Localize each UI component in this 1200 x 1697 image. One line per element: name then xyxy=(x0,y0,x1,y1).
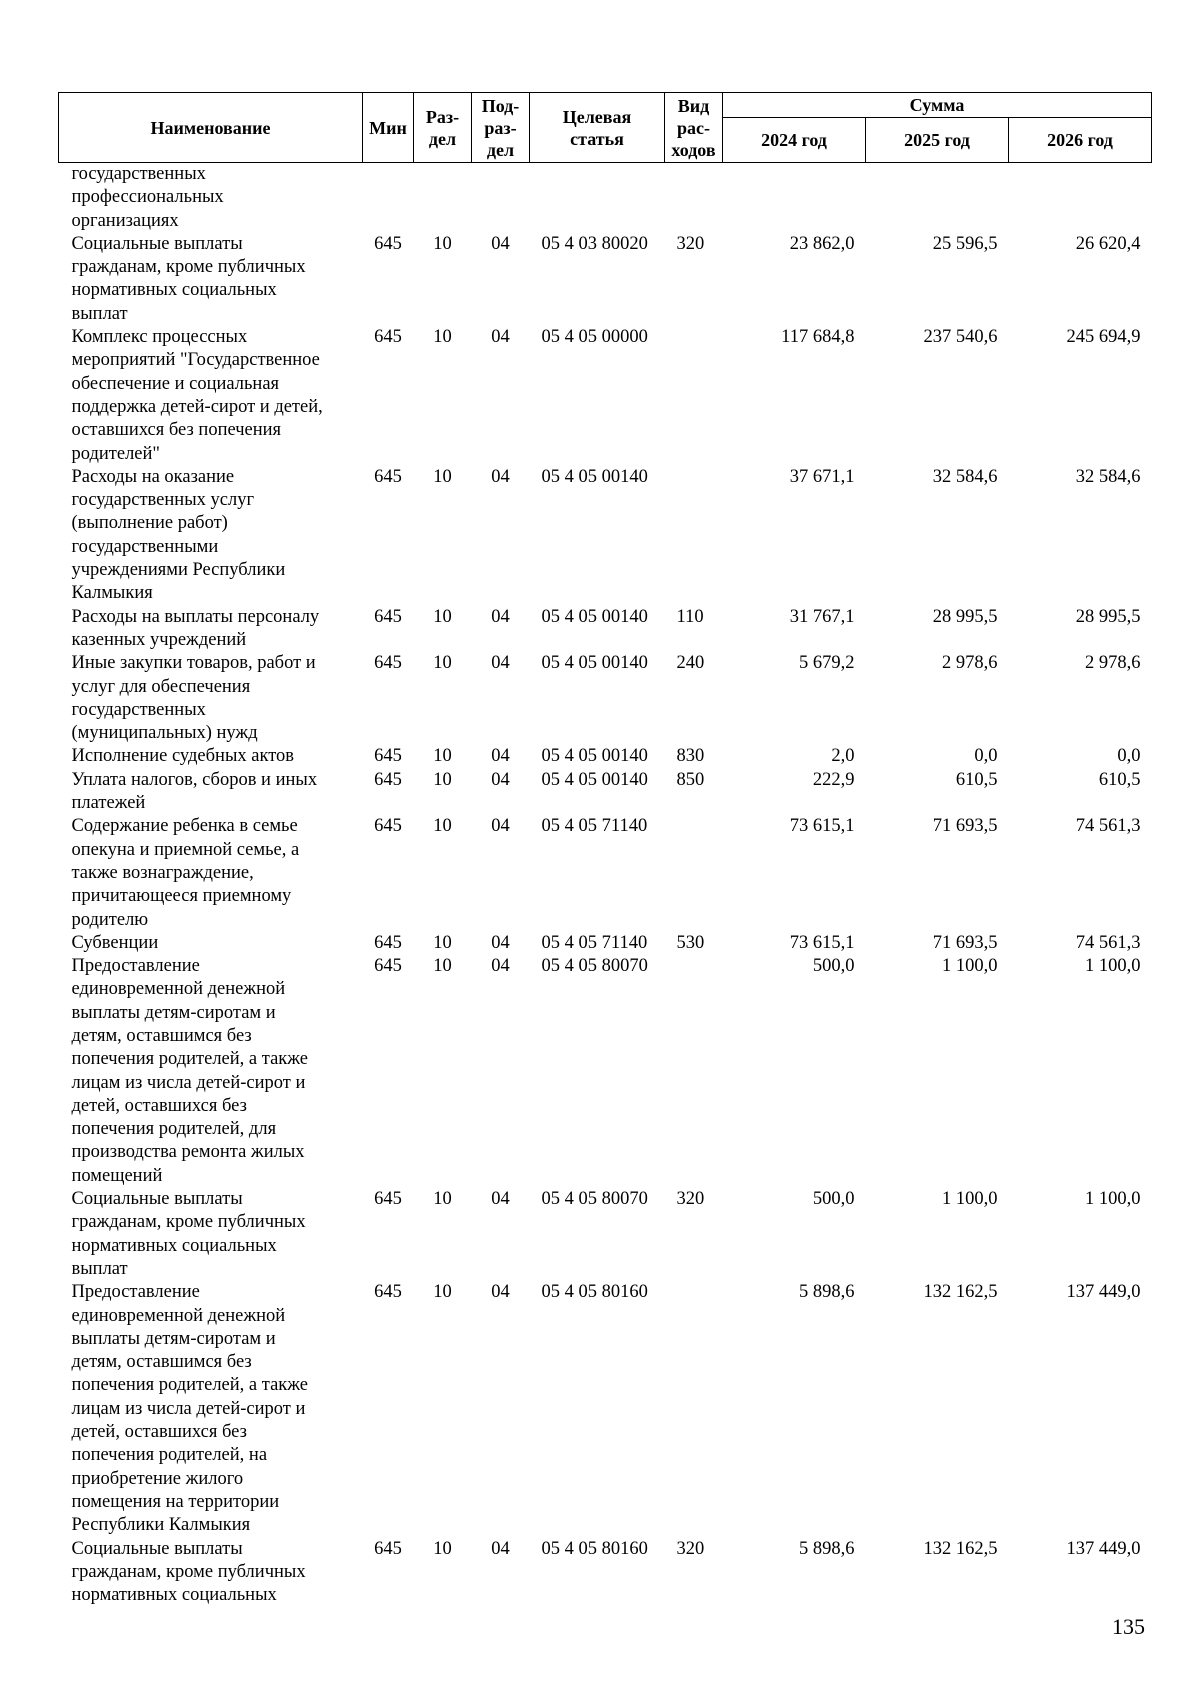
row-name-line: помещений xyxy=(71,1165,163,1186)
row-podrazdel: 04 xyxy=(491,1189,510,1210)
row-razdel: 10 xyxy=(433,1189,452,1210)
row-name-line: поддержка детей-сирот и детей, xyxy=(71,396,323,417)
row-min: 645 xyxy=(374,606,402,627)
header-summa: Сумма xyxy=(723,93,1152,118)
row-name xyxy=(59,163,363,233)
row-name-line: услуг для обеспечения xyxy=(71,676,251,697)
row-podrazdel: 04 xyxy=(491,606,510,627)
row-razdel: 10 xyxy=(433,1282,452,1303)
row-name xyxy=(59,955,363,1188)
row-vid-rashodov xyxy=(665,1281,723,1537)
row-min: 645 xyxy=(374,653,402,674)
row-sum-2024: 23 862,0 xyxy=(789,233,855,254)
row-vid-rashodov: 320 xyxy=(676,233,705,254)
row-name-line: Предоставление xyxy=(71,1282,200,1303)
table-row xyxy=(59,163,1152,233)
row-name-line: выплаты детям-сиротам и xyxy=(71,1002,276,1023)
row-celevaya-statya: 05 4 05 00000 xyxy=(541,327,648,348)
row-sum-2026: 74 561,3 xyxy=(1075,932,1141,953)
row-sum-2026: 2 978,6 xyxy=(1085,653,1141,674)
row-name xyxy=(59,745,363,768)
table-row xyxy=(59,1281,1152,1537)
row-vid-rashodov: 320 xyxy=(676,1189,705,1210)
row-name-line: государственных услуг xyxy=(71,490,255,511)
row-celevaya-statya: 05 4 05 00140 xyxy=(541,653,648,674)
table-row xyxy=(59,466,1152,606)
row-name-line: (выполнение работ) xyxy=(71,513,228,534)
row-name-line: детям, оставшимся без xyxy=(71,1025,252,1046)
row-min: 645 xyxy=(374,1189,402,1210)
row-min: 645 xyxy=(374,233,402,254)
row-name-line: нормативных социальных xyxy=(71,1585,277,1606)
row-name-line: Социальные выплаты xyxy=(71,233,243,254)
row-name-line: оставшихся без попечения xyxy=(71,420,282,441)
row-name-line: причитающееся приемному xyxy=(71,886,292,907)
row-podrazdel: 04 xyxy=(491,327,510,348)
row-min: 645 xyxy=(374,1538,402,1559)
page-number: 135 xyxy=(1112,1614,1145,1639)
row-name-line: Содержание ребенка в семье xyxy=(71,816,298,837)
row-sum-2024: 5 679,2 xyxy=(799,653,855,674)
row-name xyxy=(59,769,363,816)
row-name-line: выплат xyxy=(71,303,128,324)
row-name-line: Исполнение судебных актов xyxy=(71,746,295,767)
row-vid-rashodov xyxy=(665,163,723,233)
row-name-line: нормативных социальных xyxy=(71,1235,277,1256)
header-razdel: Раз- дел xyxy=(414,93,472,163)
table-row xyxy=(59,769,1152,816)
row-celevaya-statya: 05 4 05 71140 xyxy=(541,932,648,953)
row-razdel: 10 xyxy=(433,327,452,348)
row-vid-rashodov: 530 xyxy=(676,932,705,953)
row-name-line: учреждениями Республики xyxy=(71,560,286,581)
row-celevaya-statya: 05 4 05 80160 xyxy=(541,1538,648,1559)
row-name-line: лицам из числа детей-сирот и xyxy=(71,1398,306,1419)
row-name-line: Расходы на оказание xyxy=(71,466,235,487)
row-sum-2026: 0,0 xyxy=(1117,746,1141,767)
row-vid-rashodov xyxy=(665,815,723,931)
row-name-line: родителей" xyxy=(71,443,160,464)
row-vid-rashodov: 110 xyxy=(676,606,704,627)
table-row xyxy=(59,815,1152,931)
row-name xyxy=(59,1281,363,1537)
row-sum-2024: 5 898,6 xyxy=(799,1282,855,1303)
row-name-line: Иные закупки товаров, работ и xyxy=(71,653,316,674)
row-sum-2024: 500,0 xyxy=(812,1189,855,1210)
row-min: 645 xyxy=(374,769,402,790)
row-name-line: государственных xyxy=(71,699,206,720)
row-name xyxy=(59,1538,363,1608)
row-name-line: выплат xyxy=(71,1258,128,1279)
table-row xyxy=(59,606,1152,653)
row-celevaya-statya: 05 4 05 00140 xyxy=(541,466,648,487)
row-podrazdel: 04 xyxy=(491,653,510,674)
row-podrazdel: 04 xyxy=(491,769,510,790)
row-sum-2024: 73 615,1 xyxy=(789,816,855,837)
row-name xyxy=(59,326,363,466)
row-sum-2026: 1 100,0 xyxy=(1085,1189,1141,1210)
row-name-line: обеспечение и социальная xyxy=(71,373,280,394)
budget-table xyxy=(58,92,1152,1607)
header-name: Наименование xyxy=(59,93,363,163)
row-name-line: также вознаграждение, xyxy=(71,862,254,883)
row-razdel xyxy=(414,163,472,233)
row-name xyxy=(59,606,363,653)
row-sum-2025: 1 100,0 xyxy=(942,1189,998,1210)
table-row xyxy=(59,233,1152,326)
row-razdel: 10 xyxy=(433,606,452,627)
row-sum-2026: 28 995,5 xyxy=(1075,606,1141,627)
row-celevaya-statya: 05 4 05 80070 xyxy=(541,956,648,977)
row-sum-2026: 245 694,9 xyxy=(1066,327,1141,348)
row-name-line: помещения на территории xyxy=(71,1491,280,1512)
row-vid-rashodov: 240 xyxy=(676,653,705,674)
row-sum-2025: 0,0 xyxy=(974,746,998,767)
row-name-line: единовременной денежной xyxy=(71,979,286,1000)
row-sum-2025: 132 162,5 xyxy=(923,1282,998,1303)
row-sum-2025: 132 162,5 xyxy=(923,1538,998,1559)
row-podrazdel: 04 xyxy=(491,466,510,487)
row-name-line: Калмыкия xyxy=(71,583,153,604)
row-name-line: Комплекс процессных xyxy=(71,327,248,348)
table-row xyxy=(59,1188,1152,1281)
row-name xyxy=(59,466,363,606)
row-name-line: опекуна и приемной семье, а xyxy=(71,839,300,860)
row-podrazdel: 04 xyxy=(491,816,510,837)
header-podrazdel: Под- раз- дел xyxy=(472,93,530,163)
row-sum-2025: 25 596,5 xyxy=(932,233,998,254)
row-podrazdel: 04 xyxy=(491,1538,510,1559)
header-year-2025: 2025 год xyxy=(866,118,1009,163)
row-celevaya-statya: 05 4 05 80160 xyxy=(541,1282,648,1303)
row-name-line: Республики Калмыкия xyxy=(71,1515,251,1536)
row-celevaya-statya: 05 4 03 80020 xyxy=(541,233,648,254)
row-name xyxy=(59,652,363,745)
row-sum-2026: 32 584,6 xyxy=(1075,466,1141,487)
row-celevaya-statya: 05 4 05 80070 xyxy=(541,1189,648,1210)
row-sum-2024: 2,0 xyxy=(831,746,855,767)
row-name-line: государственных xyxy=(71,164,206,184)
row-sum-2025: 28 995,5 xyxy=(932,606,998,627)
row-sum-2026 xyxy=(1009,163,1152,233)
row-sum-2025: 610,5 xyxy=(955,769,998,790)
row-min: 645 xyxy=(374,932,402,953)
header-celevaya-statya: Целевая статья xyxy=(530,93,665,163)
row-celevaya-statya: 05 4 05 00140 xyxy=(541,746,648,767)
header-year-2024: 2024 год xyxy=(723,118,866,163)
row-celevaya-statya: 05 4 05 00140 xyxy=(541,769,648,790)
table-row xyxy=(59,1538,1152,1608)
row-razdel: 10 xyxy=(433,1538,452,1559)
row-name-line: гражданам, кроме публичных xyxy=(71,1561,306,1582)
row-name-line: родителю xyxy=(71,909,149,930)
row-sum-2025: 71 693,5 xyxy=(932,932,998,953)
row-name-line: попечения родителей, а также xyxy=(71,1375,309,1396)
row-sum-2024: 117 684,8 xyxy=(781,327,855,348)
row-min: 645 xyxy=(374,746,402,767)
table-row xyxy=(59,745,1152,768)
row-min: 645 xyxy=(374,1282,402,1303)
table-row xyxy=(59,932,1152,955)
row-name-line: приобретение жилого xyxy=(71,1468,244,1489)
row-name-line: производства ремонта жилых xyxy=(71,1142,305,1163)
row-podrazdel xyxy=(472,163,530,233)
row-vid-rashodov: 850 xyxy=(676,769,705,790)
row-name-line: платежей xyxy=(71,793,146,814)
row-min: 645 xyxy=(374,956,402,977)
row-name-line: организациях xyxy=(71,210,179,231)
row-name xyxy=(59,815,363,931)
table-row xyxy=(59,326,1152,466)
row-name-line: Социальные выплаты xyxy=(71,1538,243,1559)
row-name-line: детям, оставшимся без xyxy=(71,1352,252,1373)
row-razdel: 10 xyxy=(433,956,452,977)
row-sum-2024: 73 615,1 xyxy=(789,932,855,953)
row-name-line: попечения родителей, на xyxy=(71,1445,268,1466)
row-sum-2026: 1 100,0 xyxy=(1085,956,1141,977)
row-podrazdel: 04 xyxy=(491,746,510,767)
row-name-line: Предоставление xyxy=(71,956,200,977)
row-name-line: Социальные выплаты xyxy=(71,1189,243,1210)
row-celevaya-statya: 05 4 05 71140 xyxy=(541,816,648,837)
row-sum-2025 xyxy=(866,163,1009,233)
row-sum-2026: 74 561,3 xyxy=(1075,816,1141,837)
row-podrazdel: 04 xyxy=(491,932,510,953)
row-vid-rashodov: 320 xyxy=(676,1538,705,1559)
row-razdel: 10 xyxy=(433,466,452,487)
row-name xyxy=(59,1188,363,1281)
row-sum-2024 xyxy=(723,163,866,233)
row-razdel: 10 xyxy=(433,746,452,767)
row-vid-rashodov xyxy=(665,955,723,1188)
row-min xyxy=(363,163,414,233)
row-razdel: 10 xyxy=(433,233,452,254)
row-sum-2026: 137 449,0 xyxy=(1066,1538,1141,1559)
row-name-line: гражданам, кроме публичных xyxy=(71,257,306,278)
row-name-line: профессиональных xyxy=(71,187,224,208)
row-name-line: гражданам, кроме публичных xyxy=(71,1212,306,1233)
row-name-line: выплаты детям-сиротам и xyxy=(71,1328,276,1349)
row-sum-2024: 5 898,6 xyxy=(799,1538,855,1559)
row-celevaya-statya xyxy=(530,163,665,233)
table-header xyxy=(59,93,1152,163)
row-name-line: детей, оставшихся без xyxy=(71,1095,247,1116)
table-row xyxy=(59,955,1152,1188)
header-vid-rashodov: Вид рас- ходов xyxy=(665,93,723,163)
row-razdel: 10 xyxy=(433,816,452,837)
row-name-line: единовременной денежной xyxy=(71,1305,286,1326)
row-sum-2025: 32 584,6 xyxy=(932,466,998,487)
row-sum-2025: 1 100,0 xyxy=(942,956,998,977)
row-name xyxy=(59,233,363,326)
row-vid-rashodov xyxy=(665,466,723,606)
header-min: Мин xyxy=(363,93,414,163)
row-name-line: (муниципальных) нужд xyxy=(71,723,258,744)
row-sum-2026: 610,5 xyxy=(1098,769,1141,790)
row-vid-rashodov xyxy=(665,326,723,466)
row-vid-rashodov: 830 xyxy=(676,746,705,767)
row-celevaya-statya: 05 4 05 00140 xyxy=(541,606,648,627)
table-body xyxy=(59,163,1152,1608)
row-podrazdel: 04 xyxy=(491,956,510,977)
row-name-line: лицам из числа детей-сирот и xyxy=(71,1072,306,1093)
row-sum-2025: 71 693,5 xyxy=(932,816,998,837)
row-name-line: детей, оставшихся без xyxy=(71,1422,247,1443)
row-podrazdel: 04 xyxy=(491,233,510,254)
row-name-line: попечения родителей, а также xyxy=(71,1049,309,1070)
row-sum-2026: 137 449,0 xyxy=(1066,1282,1141,1303)
row-razdel: 10 xyxy=(433,769,452,790)
row-name-line: казенных учреждений xyxy=(71,629,247,650)
row-sum-2024: 37 671,1 xyxy=(789,466,855,487)
row-name-line: мероприятий "Государственное xyxy=(71,350,320,371)
table-row xyxy=(59,652,1152,745)
row-podrazdel: 04 xyxy=(491,1282,510,1303)
row-name-line: попечения родителей, для xyxy=(71,1119,277,1140)
row-name-line: Расходы на выплаты персоналу xyxy=(71,606,320,627)
row-sum-2024: 31 767,1 xyxy=(789,606,855,627)
row-razdel: 10 xyxy=(433,932,452,953)
row-name-line: государственными xyxy=(71,536,219,557)
row-sum-2025: 237 540,6 xyxy=(923,327,998,348)
row-min: 645 xyxy=(374,327,402,348)
row-sum-2024: 500,0 xyxy=(812,956,855,977)
row-name-line: Уплата налогов, сборов и иных xyxy=(71,769,318,790)
row-name-line: нормативных социальных xyxy=(71,280,277,301)
row-min: 645 xyxy=(374,816,402,837)
row-sum-2025: 2 978,6 xyxy=(942,653,998,674)
row-sum-2026: 26 620,4 xyxy=(1075,233,1141,254)
row-razdel: 10 xyxy=(433,653,452,674)
row-name xyxy=(59,932,363,955)
row-min: 645 xyxy=(374,466,402,487)
row-name-line: Субвенции xyxy=(71,932,159,953)
header-year-2026: 2026 год xyxy=(1009,118,1152,163)
row-sum-2024: 222,9 xyxy=(812,769,855,790)
